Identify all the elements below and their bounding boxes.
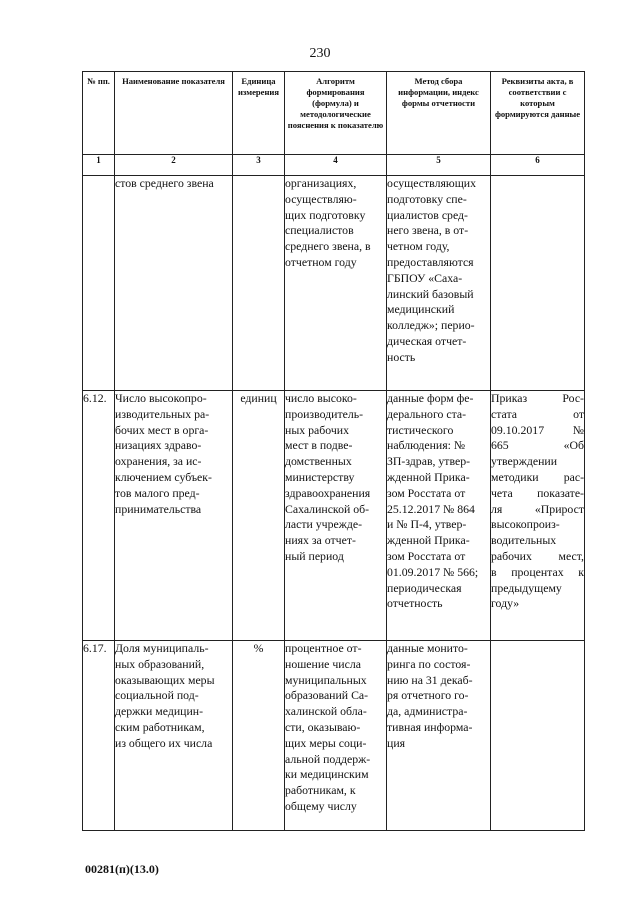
algorithm-line: ных рабочих	[285, 422, 349, 437]
indicator-name-line: бочих мест в орга-	[115, 422, 209, 437]
algorithm-line: министерству	[285, 469, 355, 484]
header-indicator-name: Наименование показателя	[115, 72, 233, 155]
algorithm-line: производитель-	[285, 406, 364, 421]
indicator-name-line: ключением субъек-	[115, 469, 212, 484]
collection-method-line: тивная информа-	[387, 719, 473, 734]
collection-method-line: жденной Прика-	[387, 469, 470, 484]
collection-method-line: ция	[387, 735, 406, 750]
indicator-name-line: из общего их числа	[115, 735, 213, 750]
collection-method-line: наблюдения: №	[387, 438, 466, 453]
act-requisites-line: ля «Прирост	[491, 501, 584, 516]
indicator-name-line: ским работникам,	[115, 719, 205, 734]
collection-method	[387, 176, 491, 391]
algorithm-line: специалистов	[285, 223, 354, 238]
algorithm-line: процентное от-	[285, 641, 362, 655]
indicator-name-line: изводительных ра-	[115, 406, 210, 421]
algorithm-line: организациях,	[285, 176, 357, 190]
collection-method-line: ность	[387, 349, 416, 364]
collection-method	[387, 391, 491, 641]
algorithm-line: халинской обла-	[285, 704, 367, 719]
indicator-name-line: охранения, за ис-	[115, 454, 202, 469]
unit-of-measure: %	[233, 641, 285, 831]
collection-method-line: циалистов сред-	[387, 207, 468, 222]
collection-method-line: подготовку спе-	[387, 191, 467, 206]
act-requisites-line: в процентах к	[491, 564, 584, 579]
indicator-name-line: стов среднего звена	[115, 176, 214, 190]
algorithm-line: Сахалинской об-	[285, 501, 370, 516]
collection-method-line: четном году,	[387, 239, 450, 254]
collection-method-line: да, администра-	[387, 704, 468, 719]
collection-method-line: колледж»; перио-	[387, 318, 475, 333]
collection-method-line: ЗП-здрав, утвер-	[387, 454, 471, 469]
column-numbers-row	[83, 155, 585, 176]
algorithm-line: ниях за отчет-	[285, 533, 356, 548]
row-number: 6.12.	[83, 391, 115, 641]
indicator-name-line: ных образований,	[115, 656, 205, 671]
collection-method-line: осуществляющих	[387, 176, 477, 190]
indicator-name-line: Число высокопро-	[115, 391, 207, 405]
collection-method-line: линский базовый	[387, 286, 474, 301]
algorithm-line: муниципальных	[285, 672, 367, 687]
indicator-name	[115, 641, 233, 831]
collection-method-line: данные форм фе-	[387, 391, 474, 405]
unit-of-measure: единиц	[233, 391, 285, 641]
collection-method-line: него звена, в от-	[387, 223, 469, 238]
act-requisites	[491, 641, 585, 831]
act-requisites-line: году»	[491, 596, 520, 611]
algorithm-line: сти, оказываю-	[285, 719, 361, 734]
algorithm-line: ношение числа	[285, 656, 361, 671]
act-requisites-line: методики рас-	[491, 469, 584, 484]
algorithm-line: мест в подве-	[285, 438, 353, 453]
header-number: № пп.	[83, 72, 115, 155]
algorithm-line: здравоохранения	[285, 485, 371, 500]
algorithm-line: осуществляю-	[285, 191, 357, 206]
collection-method-line: 25.12.2017 № 864	[387, 501, 475, 516]
algorithm-line: щих подготовку	[285, 207, 366, 222]
collection-method-line: ринга по состоя-	[387, 656, 471, 671]
act-requisites-line: 09.10.2017 №	[491, 422, 584, 437]
algorithm	[285, 176, 387, 391]
collection-method-line: данные монито-	[387, 641, 468, 655]
collection-method	[387, 641, 491, 831]
column-number: 6	[491, 155, 585, 176]
indicator-name-line: принимательства	[115, 501, 202, 516]
act-requisites-line: чета показате-	[491, 485, 584, 500]
collection-method-line: ря отчетного го-	[387, 688, 469, 703]
collection-method-line: тистического	[387, 422, 454, 437]
act-requisites-line: водительных	[491, 533, 557, 548]
unit-of-measure	[233, 176, 285, 391]
column-number: 4	[285, 155, 387, 176]
column-number: 3	[233, 155, 285, 176]
collection-method-line: периодическая	[387, 580, 462, 595]
column-number: 5	[387, 155, 491, 176]
header-collection-method: Метод сбора информации, индекс формы отчетности	[387, 72, 491, 155]
indicator-name	[115, 391, 233, 641]
column-number: 1	[83, 155, 115, 176]
collection-method-line: и № П-4, утвер-	[387, 517, 467, 532]
act-requisites	[491, 176, 585, 391]
act-requisites-line: высокопроиз-	[491, 517, 560, 532]
act-requisites-line: 665 «Об	[491, 438, 584, 453]
collection-method-line: нию на 31 декаб-	[387, 672, 473, 687]
collection-method-line: жденной Прика-	[387, 533, 470, 548]
algorithm-line: общему числу	[285, 798, 357, 813]
act-requisites-line: стата от	[491, 406, 584, 421]
collection-method-line: зом Росстата от	[387, 485, 466, 500]
document-code: 00281(п)(13.0)	[85, 862, 159, 876]
act-requisites-line: предыдущему	[491, 580, 562, 595]
collection-method-line: дическая отчет-	[387, 333, 467, 348]
collection-method-line: предоставляются	[387, 254, 474, 269]
indicator-name-line: оказывающих меры	[115, 672, 215, 687]
collection-method-line: медицинский	[387, 302, 455, 317]
act-requisites-line: рабочих мест,	[491, 548, 584, 563]
algorithm-line: альной поддерж-	[285, 751, 371, 766]
indicators-table	[82, 71, 585, 831]
algorithm-line: образований Са-	[285, 688, 369, 703]
collection-method-line: 01.09.2017 № 566;	[387, 564, 479, 579]
column-number: 2	[115, 155, 233, 176]
algorithm-line: ласти учрежде-	[285, 517, 363, 532]
algorithm-line: домственных	[285, 454, 352, 469]
collection-method-line: дерального ста-	[387, 406, 467, 421]
row-number	[83, 176, 115, 391]
table-row	[83, 391, 585, 641]
algorithm-line: среднего звена, в	[285, 239, 371, 254]
indicator-name-line: низациях здраво-	[115, 438, 202, 453]
algorithm-line: число высоко-	[285, 391, 357, 405]
header-act-requisites: Реквизиты акта, в соответствии с которым формируются данные	[491, 72, 585, 155]
header-algorithm: Алгоритм формирования (формула) и методологические пояснения к показателю	[285, 72, 387, 155]
table-row	[83, 176, 585, 391]
collection-method-line: отчетность	[387, 596, 443, 611]
header-row	[83, 72, 585, 155]
algorithm-line: ки медицинским	[285, 767, 369, 782]
indicator-name	[115, 176, 233, 391]
act-requisites-line: утверждении	[491, 454, 558, 469]
collection-method-line: ГБПОУ «Саха-	[387, 270, 463, 285]
indicator-name-line: держки медицин-	[115, 704, 204, 719]
collection-method-line: зом Росстата от	[387, 548, 466, 563]
algorithm-line: работникам, к	[285, 783, 356, 798]
algorithm-line: ный период	[285, 548, 344, 563]
row-number: 6.17.	[83, 641, 115, 831]
algorithm	[285, 391, 387, 641]
indicator-name-line: Доля муниципаль-	[115, 641, 209, 655]
act-requisites-line: Приказ Рос-	[491, 391, 584, 405]
header-unit: Единица измерения	[233, 72, 285, 155]
algorithm-line: щих меры соци-	[285, 735, 367, 750]
indicator-name-line: социальной под-	[115, 688, 199, 703]
algorithm	[285, 641, 387, 831]
table-row	[83, 641, 585, 831]
algorithm-line: отчетном году	[285, 254, 357, 269]
act-requisites	[491, 391, 585, 641]
page-number: 230	[309, 46, 331, 61]
indicator-name-line: тов малого пред-	[115, 485, 200, 500]
